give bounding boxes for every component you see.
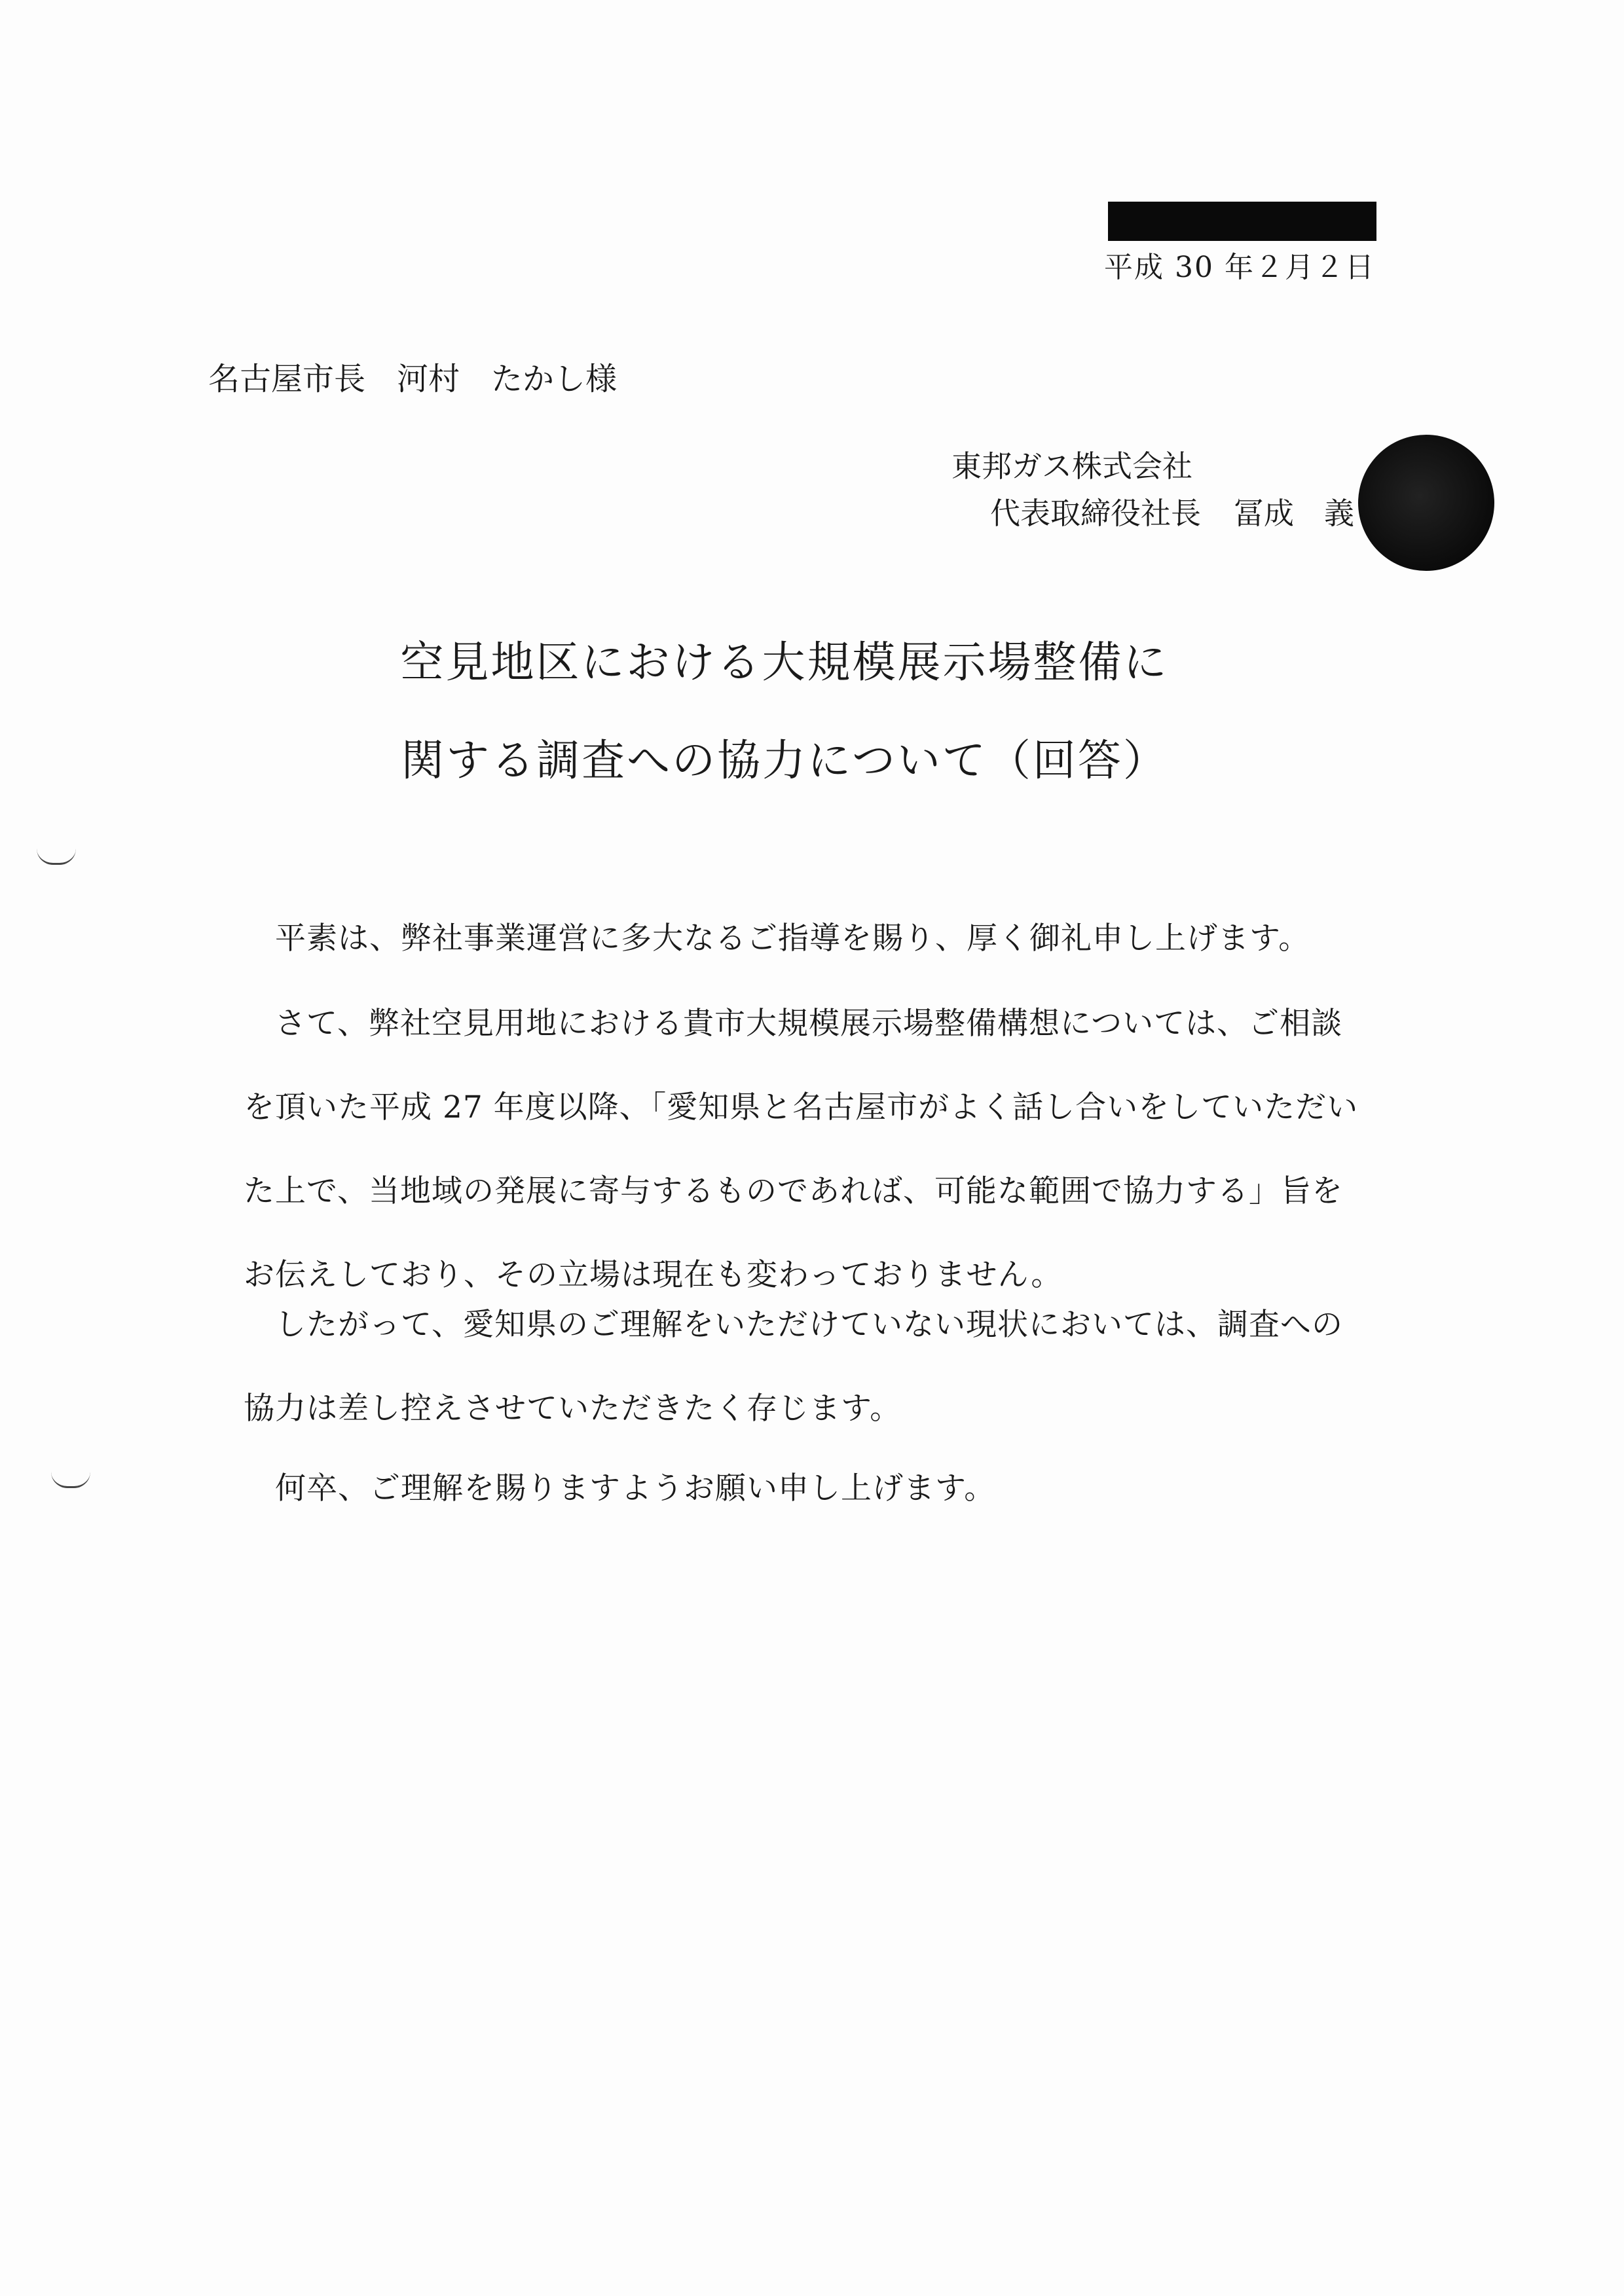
subject-title-line-1: 空見地区における大規模展示場整備に xyxy=(400,637,1169,687)
body-line: お伝えしており、その立場は現在も変わっておりません。 xyxy=(244,1257,1063,1293)
addressee-given-name: たかし様 xyxy=(491,361,618,397)
redacted-seal-mark xyxy=(1358,435,1494,571)
body-line: さて、弊社空見用地における貴市大規模展示場整備構想については、ご相談 xyxy=(275,1006,1343,1042)
body-paragraph-1 xyxy=(244,897,1396,981)
addressee xyxy=(208,354,617,399)
sender-position: 代表取締役社長 xyxy=(990,496,1201,531)
body-line: 協力は差し控えさせていただきたく存じます。 xyxy=(244,1391,902,1427)
body-line: 平素は、弊社事業運営に多大なるご指導を賜り、厚く御礼申し上げます。 xyxy=(275,920,1310,957)
addressee-surname: 河村 xyxy=(397,361,460,397)
redaction-bar xyxy=(1108,202,1376,241)
sender-company: 東邦ガス株式会社 xyxy=(951,448,1192,484)
addressee-title: 名古屋市長 xyxy=(208,361,366,397)
punch-hole-mark xyxy=(37,848,76,865)
body-paragraph-2 xyxy=(244,982,1396,1317)
body-line: 何卒、ご理解を賜りますようお願い申し上げます。 xyxy=(275,1470,996,1506)
body-line: したがって、愛知県のご理解をいただけていない現状においては、調査への xyxy=(275,1307,1344,1343)
body-paragraph-4 xyxy=(244,1447,1396,1531)
letter-date: 平成 30 年２月２日 xyxy=(1104,251,1375,284)
body-line: た上で、当地域の発展に寄与するものであれば、可能な範囲で協力する」旨を xyxy=(244,1173,1344,1209)
punch-hole-mark xyxy=(51,1472,90,1488)
subject-title-line-2: 関する調査への協力について（回答） xyxy=(401,735,1168,786)
sender-name: 冨成 義 xyxy=(1234,496,1354,531)
sender-person xyxy=(990,490,1354,533)
body-paragraph-3 xyxy=(244,1283,1396,1451)
body-line: を頂いた平成 27 年度以降、「愛知県と名古屋市がよく話し合いをしていただい xyxy=(244,1089,1359,1125)
